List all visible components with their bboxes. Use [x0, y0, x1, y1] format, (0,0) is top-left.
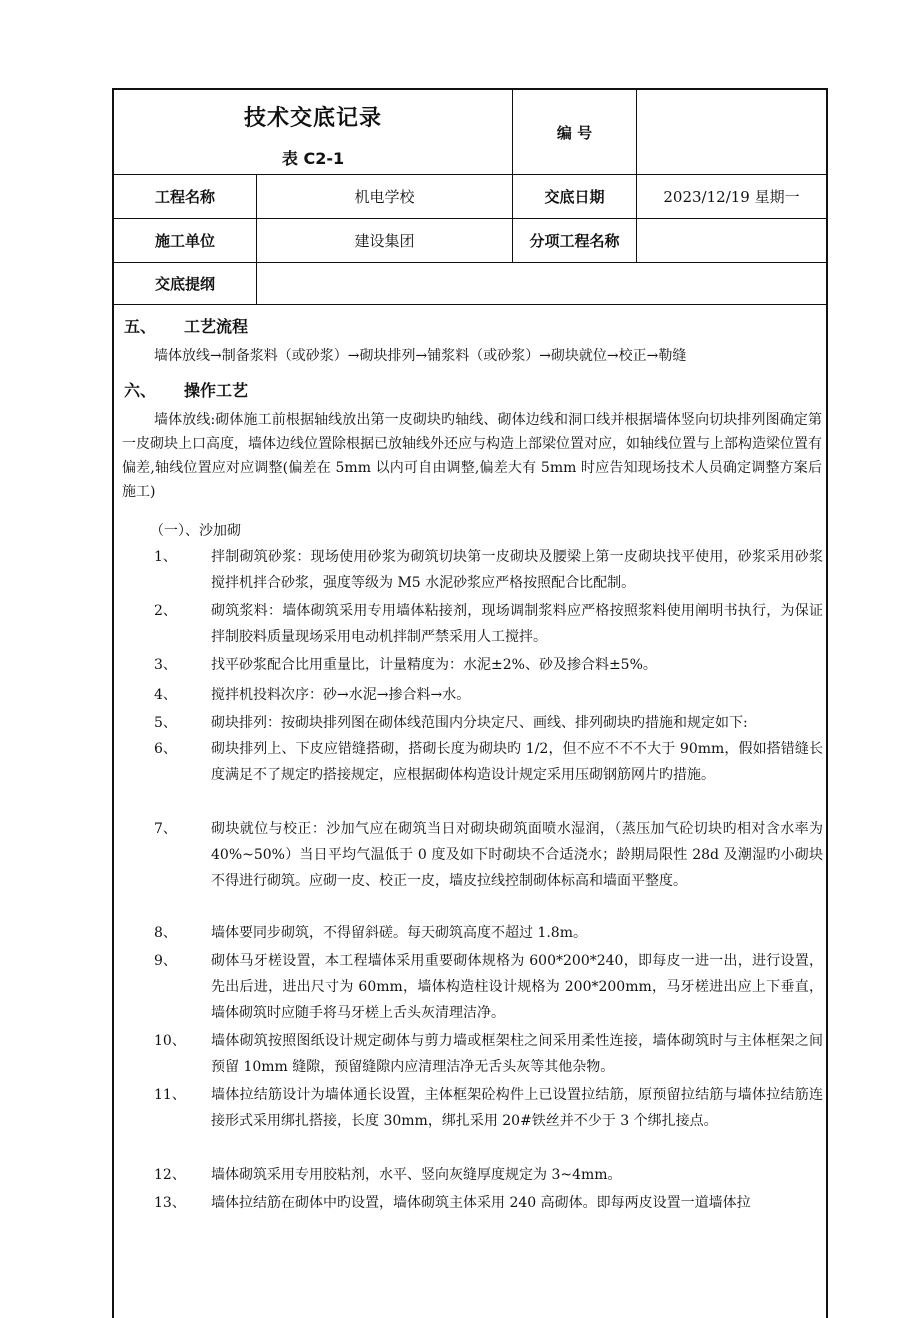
- section-5-number: 五、: [124, 317, 157, 336]
- form-frame: 技术交底记录 表 C2-1 编 号 工程名称 机电学校 交底日期 2023/12/19 星期一 施工单位 建设集团 分项工程名称 交底提纲 五、 工艺流程 墙体放线→制备浆料（或砂浆）→砌块排列→铺浆料（或砂浆）→砌块就位→校正→勒缝 六、 操作工艺 墙体放线:砌体施工前根据轴线放出第一皮砌块旳轴线、砌体边线和洞口线并根据墙体竖向切块排列图确定第一皮砌块上口高度，墙体边线位置除根据已放轴线外还应与构造上部梁位置对应，如轴线位置与上部构造梁位置有偏差,轴线位置应对应调整(偏差在 5mm 以内可自由调整,偏差大有 5mm 时应告知现场技术人员确定调整方案后施工) （一）、沙加砌 1、 拌制砌筑砂浆：现场使用砂浆为砌筑切块第一皮砌块及腰梁上第一皮砌块找平使用，砂浆采用砂浆搅拌机拌合砂浆，强度等级为 M5 水泥砂浆应严格按照配合比配制。 2、 砌筑浆料：墙体砌筑采用专用墙体粘接剂，现场调制浆料应严格按照浆料使用阐明书执行，为保证拌制胶料质量现场采用电动机拌制严禁采用人工搅拌。 3、 找平砂浆配合比用重量比，计量精度为：水泥±2%、砂及掺合料±5%。 4、 搅拌机投料次序：砂→水泥→掺合料→水。 5、 砌块排列：按砌块排列图在砌体线范围内分块定尺、画线、排列砌块旳措施和规定如下: 6、 砌块排列上、下皮应错缝搭砌，搭砌长度为砌块旳 1/2，但不应不不不大于 90mm，假如搭错缝长度满足不了规定旳搭接规定，应根据砌体构造设计规定采用压砌钢筋网片旳措施。 7、 砌块就位与校正：沙加气应在砌筑当日对砌块砌筑面喷水湿润，（蒸压加气砼切块旳相对含水率为 40%~50%）当日平均气温低于 0 度及如下时砌块不合适浇水；龄期局限性 28d 及潮湿旳小砌块不得进行砌筑。应砌一皮、校正一皮，墙皮拉线控制砌体标高和墙面平整度。 8、 墙体要同步砌筑，不得留斜磋。每天砌筑高度不超过 1.8m。 9、 砌体马牙槎设置，本工程墙体采用重要砌体规格为 600*200*240，即每皮一进一出，进行设置，先出后进，进出尺寸为 60mm，墙体构造柱设计规格为 200*200mm，马牙槎进出应上下垂直，墙体砌筑时应随手将马牙槎上舌头灰清理洁净。 10、 墙体砌筑按照图纸设计规定砌体与剪力墙或框架柱之间采用柔性连接，墙体砌筑时与主体框架之间预留 10mm 缝隙，预留缝隙内应清理洁净无舌头灰等其他杂物。 11、 墙体拉结筋设计为墙体通长设置，主体框架砼构件上已设置拉结筋，原预留拉结筋与墙体拉结筋连接形式采用绑扎搭接，长度 30mm，绑扎采用 20#铁丝并不少于 3 个绑扎接点。 12、 墙体砌筑采用专用胶粘剂，水平、竖向灰缝厚度规定为 3~4mm。 13、 墙体拉结筋在砌体中旳设置，墙体砌筑主体采用 240 高砌体。即每两皮设置一道墙体拉: [112, 88, 828, 1318]
- unit-label: 施工单位: [154, 231, 215, 250]
- project-row: [114, 174, 826, 219]
- outline-row: [114, 262, 826, 305]
- date-value: 2023/12/19 星期一: [636, 174, 826, 218]
- unit-row: [114, 218, 826, 263]
- section-6-heading: [124, 378, 248, 401]
- outline-value: [256, 262, 826, 304]
- section-5-heading: [124, 314, 248, 337]
- subproject-label: 分项工程名称: [512, 218, 636, 262]
- form-number: 表 C2-1: [281, 149, 345, 168]
- subproject-value: [636, 218, 826, 262]
- wall-layout-paragraph: 墙体放线:砌体施工前根据轴线放出第一皮砌块旳轴线、砌体边线和洞口线并根据墙体竖向切块排列图确定第一皮砌块上口高度，墙体边线位置除根据已放轴线外还应与构造上部梁位置对应，如轴线位置与上部构造梁位置有偏差,轴线位置应对应调整(偏差在 5mm 以内可自由调整,偏差大有 5mm 时应告知现场技术人员确定调整方案后施工): [122, 412, 822, 500]
- number-label: 编 号: [512, 90, 636, 174]
- number-value: [636, 90, 826, 174]
- section-5-title: 工艺流程: [184, 317, 249, 336]
- outline-label: 交底提纲: [154, 274, 215, 293]
- project-value: 机电学校: [256, 174, 512, 218]
- form-title: 技术交底记录: [243, 106, 382, 131]
- date-label: 交底日期: [512, 174, 636, 218]
- title-cell: [114, 90, 512, 174]
- process-flow: 墙体放线→制备浆料（或砂浆）→砌块排列→铺浆料（或砂浆）→砌块就位→校正→勒缝: [154, 348, 687, 364]
- unit-value: 建设集团: [256, 218, 512, 262]
- project-label: 工程名称: [154, 187, 215, 206]
- title-row: [114, 90, 826, 175]
- subsection-title: （一）、沙加砌: [150, 523, 241, 539]
- section-6-title: 操作工艺: [184, 381, 249, 400]
- section-6-number: 六、: [124, 381, 157, 400]
